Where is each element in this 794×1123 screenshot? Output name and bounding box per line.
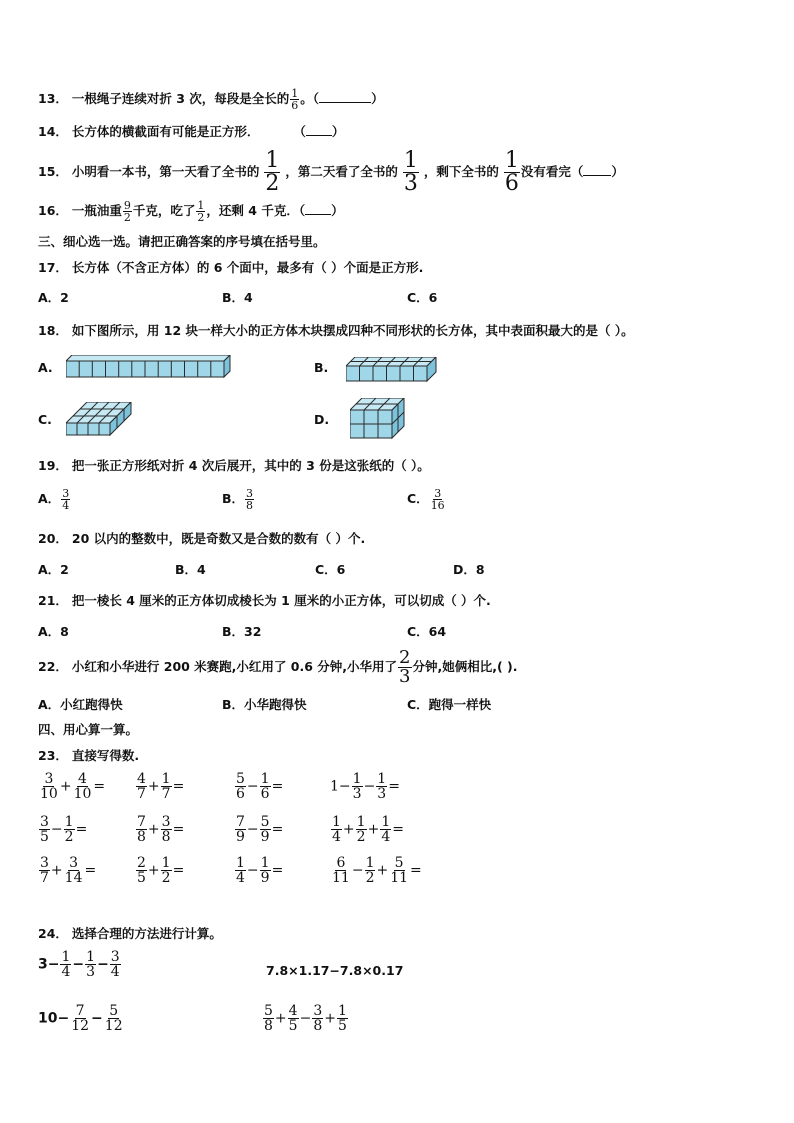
operator: = bbox=[75, 821, 88, 838]
fraction: $\frac{1}{4}$ bbox=[332, 814, 341, 845]
option-a[interactable]: A．2 bbox=[38, 562, 69, 577]
fraction: $\frac{9}{2}$ bbox=[123, 199, 131, 224]
fraction: $\frac{1}{2}$ bbox=[161, 855, 171, 886]
question-text: 一根绳子连续对折 3 次，每段是全长的 bbox=[71, 91, 290, 106]
option-c[interactable]: C. bbox=[38, 412, 52, 427]
question-15: 15． 小明看一本书，第一天看了全书的 $\frac{1}{2}$ ，第二天看了全书的 $\frac{1}{3}$ ，剩下全书的 $\frac{1}{6}$ 没有看完（ ） bbox=[38, 148, 624, 196]
operator: + bbox=[147, 821, 160, 838]
fraction: $\frac{1}{9}$ bbox=[260, 855, 270, 886]
fraction: $\frac{1}{4}$ bbox=[381, 814, 391, 845]
fraction: $\frac{7}{12}$ bbox=[71, 1003, 90, 1034]
operator: − bbox=[72, 956, 85, 973]
question-16: 16． 一瓶油重 $\frac{9}{2}$ 千克，吃了 $\frac{1}{2}$ ，还剩 4 千克．（ ） bbox=[38, 199, 344, 224]
fraction: $\frac{3}{5}$ bbox=[40, 814, 49, 845]
mental-math-item bbox=[330, 772, 400, 801]
operator: = bbox=[172, 821, 185, 838]
operator: + bbox=[367, 821, 380, 838]
fraction: $\frac{4}{7}$ bbox=[137, 771, 146, 802]
operator: − bbox=[246, 778, 259, 795]
fraction: $\frac{5}{9}$ bbox=[260, 814, 270, 845]
question-text: 20 以内的整数中，既是奇数又是合数的数有（ ）个. bbox=[71, 531, 366, 546]
fraction: $\frac{1}{6}$ bbox=[260, 771, 270, 802]
question-number: 13． bbox=[38, 91, 68, 106]
option-a[interactable]: A．8 bbox=[38, 624, 69, 639]
fraction: $\frac{3}{7}$ bbox=[40, 855, 49, 886]
cuboid-figure-c bbox=[66, 402, 136, 438]
option-a[interactable]: A．2 bbox=[38, 290, 69, 305]
option-c[interactable]: C．6 bbox=[407, 290, 438, 305]
option-a[interactable]: A．小红跑得快 bbox=[38, 697, 123, 712]
fraction: $\frac{7}{8}$ bbox=[137, 814, 146, 845]
question-number: 14． bbox=[38, 124, 68, 139]
fraction: $\frac{1}{3}$ bbox=[86, 949, 96, 980]
question-24 bbox=[38, 926, 222, 942]
option-c[interactable]: C． $\frac{3}{16}$ bbox=[407, 487, 445, 512]
question-number: 15． bbox=[38, 164, 68, 179]
fraction: $\frac{3}{14}$ bbox=[64, 855, 83, 886]
question-number: 19． bbox=[38, 458, 68, 473]
option-c[interactable]: C．64 bbox=[407, 624, 447, 639]
fraction: $\frac{1}{6}$ bbox=[504, 148, 519, 196]
question-23 bbox=[38, 748, 139, 764]
operator: = bbox=[84, 862, 97, 879]
question-number: 24． bbox=[38, 926, 68, 941]
question-19 bbox=[38, 458, 430, 474]
fraction: $\frac{1}{4}$ bbox=[236, 855, 245, 886]
question-13: 13． 一根绳子连续对折 3 次，每段是全长的 $\frac{1}{6}$ 。（ ） bbox=[38, 87, 384, 112]
operator: − bbox=[50, 821, 63, 838]
fraction: $\frac{1}{7}$ bbox=[161, 771, 171, 802]
question-text: 如下图所示，用 12 块一样大小的正方体木块摆成四种不同形状的长方体，其中表面积最大的是（ ）。 bbox=[71, 323, 634, 338]
expression-2: 7.8×1.17−7.8×0.17 bbox=[266, 963, 404, 978]
fraction: $\frac{3}{8}$ bbox=[161, 814, 171, 845]
mental-math-item bbox=[234, 815, 283, 844]
fraction: $\frac{4}{5}$ bbox=[288, 1003, 298, 1034]
question-18 bbox=[38, 323, 634, 339]
expression-4 bbox=[262, 1004, 349, 1033]
question-text: 直接写得数. bbox=[71, 748, 140, 763]
fraction: $\frac{1}{6}$ bbox=[291, 87, 299, 112]
fraction: $\frac{5}{6}$ bbox=[236, 771, 245, 802]
fraction: $\frac{3}{4}$ bbox=[110, 949, 120, 980]
section-heading: 四、用心算一算。 bbox=[38, 722, 139, 737]
option-a[interactable]: A． $\frac{3}{4}$ bbox=[38, 487, 70, 512]
mental-math-item bbox=[38, 815, 87, 844]
answer-blank[interactable] bbox=[583, 165, 611, 176]
option-c[interactable]: C．跑得一样快 bbox=[407, 697, 492, 712]
question-text: 选择合理的方法进行计算。 bbox=[71, 926, 222, 941]
fraction: $\frac{3}{16}$ bbox=[430, 487, 445, 512]
operator: = bbox=[388, 778, 400, 795]
option-c[interactable]: C．6 bbox=[315, 562, 346, 577]
question-14: 14． 长方体的横截面有可能是正方形． （ ） bbox=[38, 124, 345, 139]
fraction: $\frac{3}{8}$ bbox=[313, 1003, 323, 1034]
question-text: 长方体（不含正方体）的 6 个面中，最多有（ ）个面是正方形. bbox=[71, 260, 424, 275]
option-b[interactable]: B．32 bbox=[222, 624, 262, 639]
question-text: 长方体的横截面有可能是正方形． bbox=[71, 124, 260, 139]
operator: − bbox=[246, 821, 259, 838]
operator: + bbox=[376, 862, 389, 879]
operator: − bbox=[299, 1010, 312, 1027]
operator: + bbox=[50, 862, 63, 879]
operator: = bbox=[392, 821, 404, 838]
question-number: 22． bbox=[38, 659, 68, 674]
operator: + bbox=[147, 862, 160, 879]
fraction: $\frac{6}{11}$ bbox=[332, 855, 350, 886]
operator: − bbox=[97, 956, 109, 973]
option-b[interactable]: B．4 bbox=[222, 290, 253, 305]
fraction: $\frac{1}{5}$ bbox=[337, 1003, 347, 1034]
operator: = bbox=[93, 778, 106, 795]
fraction: $\frac{1}{2}$ bbox=[365, 855, 375, 886]
question-number: 18． bbox=[38, 323, 68, 338]
operator: 10− bbox=[38, 1010, 70, 1027]
question-20 bbox=[38, 531, 365, 547]
cuboid-figure-b bbox=[346, 357, 438, 383]
mental-math-item bbox=[135, 815, 184, 844]
mental-math-item bbox=[38, 772, 105, 801]
question-number: 17． bbox=[38, 260, 68, 275]
operator: + bbox=[324, 1010, 336, 1027]
expression-3 bbox=[38, 1004, 125, 1033]
fraction: $\frac{2}{3}$ bbox=[399, 647, 411, 687]
mental-math-item bbox=[135, 856, 184, 885]
operator: − bbox=[246, 862, 259, 879]
fraction: $\frac{4}{10}$ bbox=[73, 771, 92, 802]
mental-math-item bbox=[330, 815, 404, 844]
operator: + bbox=[342, 821, 355, 838]
cuboid-figure-a bbox=[66, 355, 234, 379]
fraction: $\frac{1}{3}$ bbox=[377, 771, 387, 802]
question-number: 21． bbox=[38, 593, 68, 608]
operator: + bbox=[147, 778, 160, 795]
fraction: $\frac{1}{4}$ bbox=[61, 949, 71, 980]
operator: − bbox=[351, 862, 364, 879]
operator: = bbox=[271, 862, 284, 879]
operator: = bbox=[172, 862, 185, 879]
option-b[interactable]: B． $\frac{3}{8}$ bbox=[222, 487, 254, 512]
fraction: $\frac{5}{11}$ bbox=[390, 855, 409, 886]
section-heading: 三、细心选一选。请把正确答案的序号填在括号里。 bbox=[38, 234, 326, 249]
fraction: $\frac{1}{2}$ bbox=[356, 814, 366, 845]
question-17 bbox=[38, 260, 423, 276]
fraction: $\frac{3}{4}$ bbox=[62, 487, 70, 512]
cuboid-figure-d bbox=[350, 398, 408, 440]
question-21 bbox=[38, 593, 491, 609]
fraction: $\frac{5}{12}$ bbox=[104, 1003, 123, 1034]
operator: = bbox=[271, 778, 284, 795]
answer-blank[interactable] bbox=[319, 92, 371, 103]
fraction: $\frac{1}{2}$ bbox=[197, 199, 205, 224]
operator: 1− bbox=[330, 778, 351, 795]
operator: − bbox=[363, 778, 376, 795]
operator: 3− bbox=[38, 956, 60, 973]
operator: = bbox=[410, 862, 422, 879]
question-number: 16． bbox=[38, 203, 68, 218]
fraction: $\frac{1}{3}$ bbox=[352, 771, 362, 802]
mental-math-item bbox=[234, 856, 283, 885]
fraction: $\frac{7}{9}$ bbox=[236, 814, 245, 845]
question-number: 20． bbox=[38, 531, 68, 546]
operator: − bbox=[91, 1010, 103, 1027]
question-number: 23． bbox=[38, 748, 68, 763]
mental-math-item bbox=[38, 856, 96, 885]
option-a[interactable]: A. bbox=[38, 360, 53, 375]
fraction: $\frac{1}{2}$ bbox=[265, 148, 280, 196]
expression-1 bbox=[38, 950, 122, 979]
mental-math-item bbox=[330, 856, 422, 885]
answer-blank[interactable] bbox=[306, 125, 332, 136]
option-b[interactable]: B．4 bbox=[175, 562, 206, 577]
operator: + bbox=[59, 778, 72, 795]
mental-math-item bbox=[234, 772, 283, 801]
answer-blank[interactable] bbox=[305, 204, 331, 215]
fraction: $\frac{1}{3}$ bbox=[403, 148, 418, 196]
option-b[interactable]: B. bbox=[314, 360, 329, 375]
operator: = bbox=[172, 778, 185, 795]
option-d[interactable]: D．8 bbox=[453, 562, 485, 577]
fraction: $\frac{5}{8}$ bbox=[264, 1003, 273, 1034]
question-text: 把一棱长 4 厘米的正方体切成棱长为 1 厘米的小正方体，可以切成（ ）个. bbox=[71, 593, 491, 608]
operator: + bbox=[274, 1010, 287, 1027]
fraction: $\frac{1}{2}$ bbox=[64, 814, 74, 845]
fraction: $\frac{3}{8}$ bbox=[246, 487, 254, 512]
question-text: 把一张正方形纸对折 4 次后展开，其中的 3 份是这张纸的（ ）。 bbox=[71, 458, 430, 473]
option-d[interactable]: D. bbox=[314, 412, 330, 427]
mental-math-item bbox=[135, 772, 184, 801]
fraction: $\frac{2}{5}$ bbox=[137, 855, 146, 886]
option-b[interactable]: B．小华跑得快 bbox=[222, 697, 307, 712]
fraction: $\frac{3}{10}$ bbox=[40, 771, 58, 802]
question-22: 22． 小红和小华进行 200 米赛跑,小红用了 0.6 分钟,小华用了 $\frac{2}{3}$ 分钟,她俩相比,( ). bbox=[38, 647, 518, 687]
operator: = bbox=[271, 821, 284, 838]
